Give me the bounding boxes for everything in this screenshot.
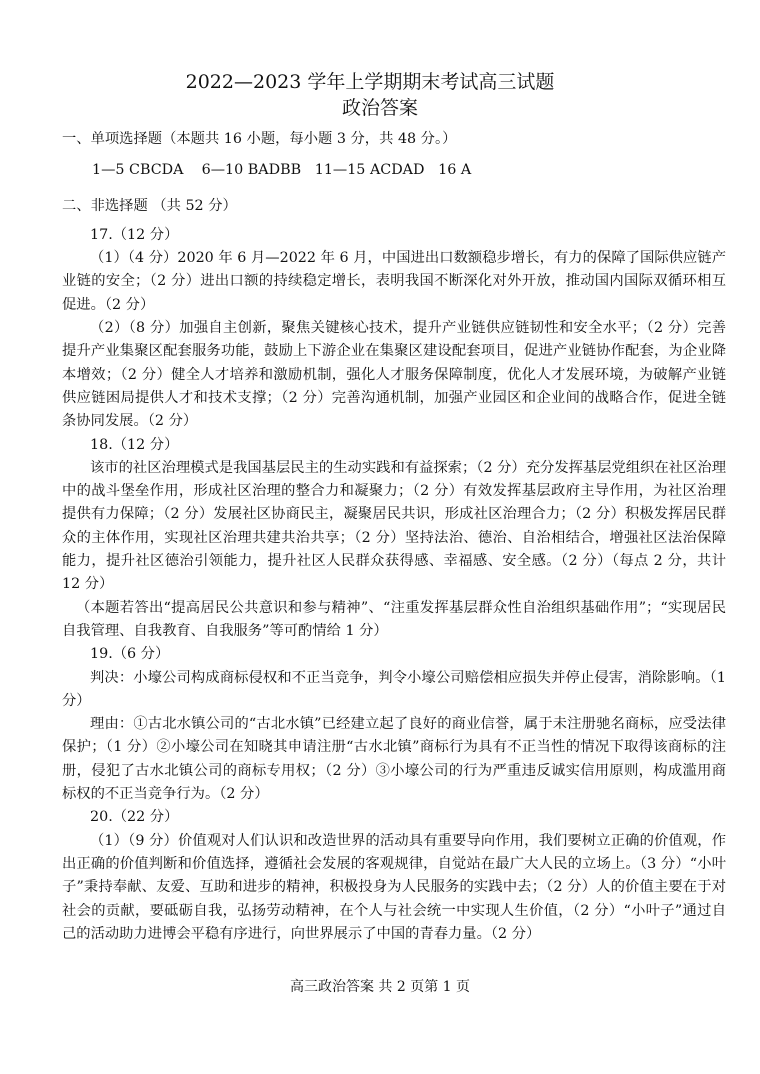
section1-heading: 一、单项选择题（本题共 16 小题，每小题 3 分，共 48 分。） [62,131,457,147]
q17-part1: （1）（4 分）2020 年 6 月—2022 年 6 月，中国进出口数额稳步增长，有力的保障了国际供应链产业链的安全；（2 分）进出口额的持续稳定增长，表明我国不断深化对外开放，推动国内国际双循环相互促进。（2 分） [62,250,726,313]
q19-heading: 19.（6 分） [90,646,170,663]
page-footer: 高三政治答案 共 2 页第 1 页 [289,979,471,995]
page-title: 2022—2023 学年上学期期末考试高三试题 [185,71,555,93]
section2-heading: 二、非选择题 （共 52 分） [62,197,237,214]
q19-judgment: 判决：小壕公司构成商标侵权和不正当竞争，判令小壕公司赔偿相应损失并停止侵害，消除影响。（1 分） [62,669,726,709]
q20-heading: 20.（22 分） [90,809,179,826]
q17-heading: 17.（12 分） [90,226,179,243]
q18-heading: 18.（12 分） [90,436,179,453]
q19-reasons: 理由：①古北水镇公司的“古北水镇”已经建立起了良好的商业信誉，属于未注册驰名商标，应受法律保护；（1 分）②小壕公司在知晓其申请注册“古水北镇”商标行为具有不正当性的情况下取得该商标的注册，侵犯了古水北镇公司的商标专用权；（2 分）③小壕公司的行为严重违反诚实信用原则，构成滥用商标权的不正当竞争行为。（2 分） [62,716,726,803]
q18-note: （本题若答出“提高居民公共意识和参与精神”、“注重发挥基层群众性自治组织基础作用”；“实现居民自我管理、自我教育、自我服务”等可酌情给 1 分） [62,599,726,639]
page-subtitle: 政治答案 [341,97,418,119]
q17-part2: （2）（8 分）加强自主创新，聚焦关键核心技术，提升产业链供应链韧性和安全水平；（2 分）完善提升产业集聚区配套服务功能，鼓励上下游企业在集聚区建设配套项目，促进产业链协作配套，为企业降本增效；（2 分）健全人才培养和激励机制，强化人才服务保障制度，优化人才发展环境，为破解产业链供应链困局提供人才和技术支撑；（2 分）完善沟通机制，加强产业园区和企业间的战略合作，促进全链条协同发展。（2 分） [62,320,726,430]
choice-answers: 1—5 CBCDA 6—10 BADBB 11—15 ACDAD 16 A [92,162,472,179]
answer-content [62,128,726,946]
q20-part1: （1）（9 分）价值观对人们认识和改造世界的活动具有重要导向作用，我们要树立正确的价值观，作出正确的价值判断和价值选择，遵循社会发展的客观规律，自觉站在最广大人民的立场上。（3 分）“小叶子”秉持奉献、友爱、互助和进步的精神，积极投身为人民服务的实践中去；（2 分）人的价值主要在于对社会的贡献，要砥砺自我，弘扬劳动精神，在个人与社会统一中实现人生价值，（2 分）“小叶子”通过自己的活动助力进博会平稳有序进行，向世界展示了中国的青春力量。（2 分） [62,832,726,942]
q18-answer: 该市的社区治理模式是我国基层民主的生动实践和有益探索；（2 分）充分发挥基层党组织在社区治理中的战斗堡垒作用，形成社区治理的整合力和凝聚力；（2 分）有效发挥基层政府主导作用，为社区治理提供有力保障；（2 分）发展社区协商民主，凝聚居民共识，形成社区治理合力；（2 分）积极发挥居民群众的主体作用，实现社区治理共建共治共享；（2 分）坚持法治、德治、自治相结合，增强社区法治保障能力，提升社区德治引领能力，提升社区人民群众获得感、幸福感、安全感。（2 分）（每点 2 分，共计 12 分） [62,459,726,593]
